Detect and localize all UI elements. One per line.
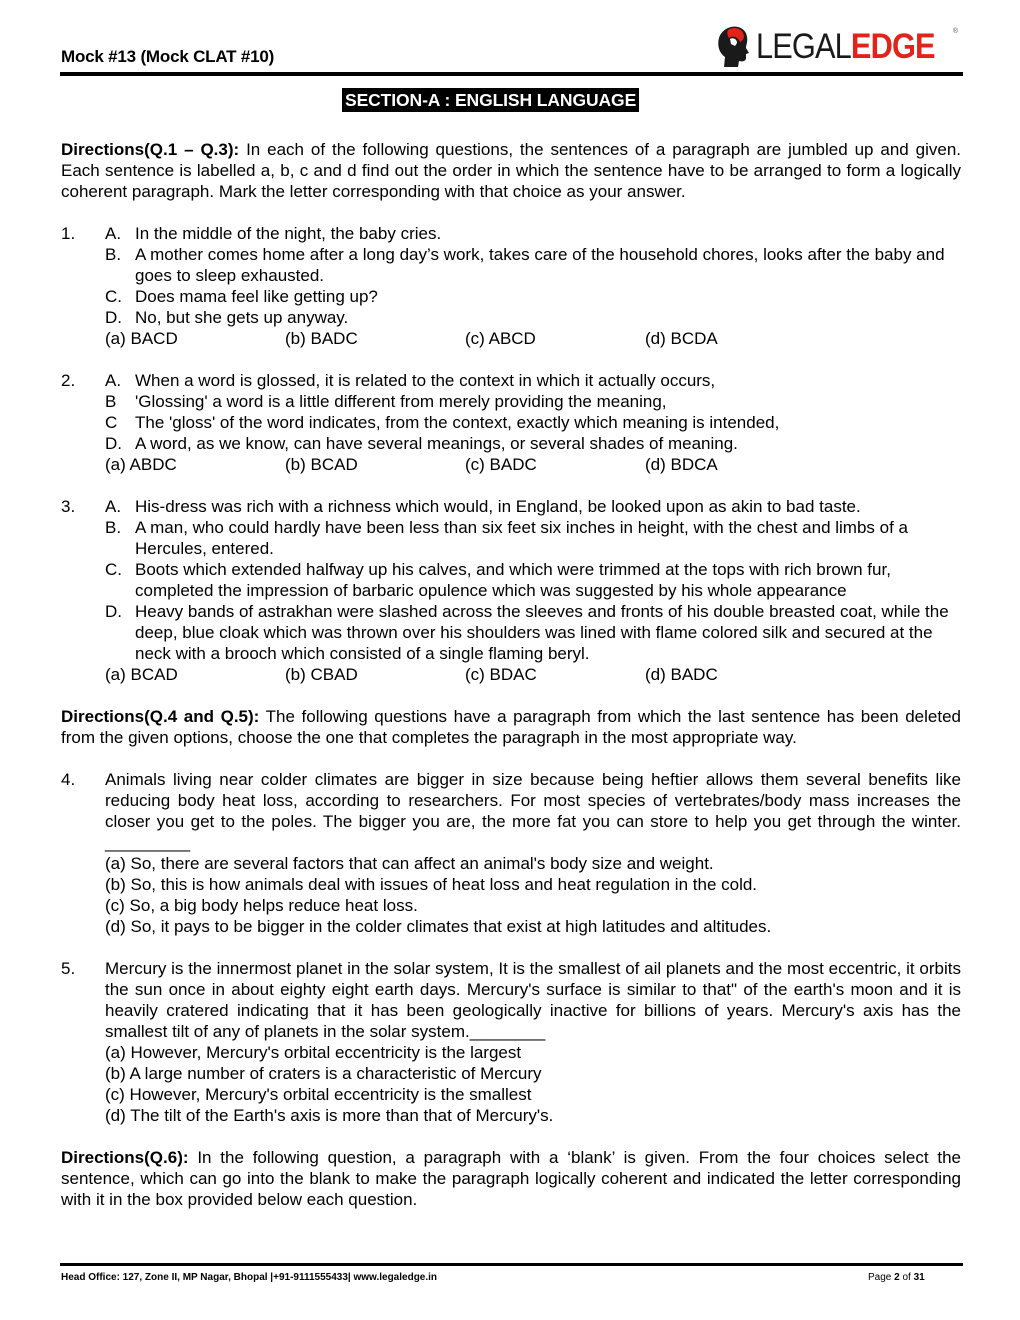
directions-label: Directions(Q.1 – Q.3): bbox=[61, 140, 240, 159]
statement-b: B 'Glossing' a word is a little different from merely providing the meaning, bbox=[105, 392, 667, 411]
legaledge-logo bbox=[716, 24, 966, 68]
question-3 bbox=[61, 496, 961, 685]
directions-text: In the following question, a paragraph with a ‘blank’ is given. From the four choices select the sentence, which can go into the blank to make the paragraph logically coherent and indicated the letter corresponding with it in the box provided below each question. bbox=[61, 1148, 961, 1209]
question-2 bbox=[61, 370, 961, 475]
statement-b: B. A man, who could hardly have been less than six feet six inches in height, with the chest and limbs of a Hercules, entered. bbox=[105, 518, 908, 558]
question-paragraph: Animals living near colder climates are bigger in size because being heftier allows them several benefits like reducing body heat loss, according to researchers. For most species of vertebrates/body mass increases the closer you get to the poles. The bigger you are, the more fat you can store to help you get through the winter. _________ bbox=[105, 770, 961, 852]
option-d: (d) BADC bbox=[645, 665, 718, 684]
statement-d: D. No, but she gets up anyway. bbox=[105, 308, 349, 327]
statement-a: A. When a word is glossed, it is related to the context in which it actually occurs, bbox=[105, 371, 716, 390]
option-d: (d) BCDA bbox=[645, 329, 718, 348]
header-rule bbox=[60, 72, 963, 76]
statement-d: D. Heavy bands of astrakhan were slashed across the sleeves and fronts of his double breasted coat, while the deep, blue cloak which was thrown over his shoulders was lined with flame colored silk and secured at the neck with a brooch which consisted of a single flaming beryl. bbox=[105, 602, 949, 663]
option-d: (d) The tilt of the Earth's axis is more than that of Mercury's. bbox=[105, 1106, 554, 1125]
section-heading: SECTION-A : ENGLISH LANGUAGE bbox=[342, 88, 639, 112]
question-paragraph: Mercury is the innermost planet in the solar system, It is the smallest of ail planets and the most eccentric, it orbits the sun once in about eighty eight earth days. Mercury's surface is similar to that" of the earth's moon and it is heavily cratered indicating that it has been geologically inactive for billions of years. Mercury's axis has the smallest tilt of any of planets in the solar system.________ bbox=[105, 959, 961, 1041]
answer-options bbox=[105, 664, 961, 685]
option-b: (b) So, this is how animals deal with issues of heat loss and heat regulation in the cold. bbox=[105, 875, 758, 894]
question-4 bbox=[61, 769, 961, 937]
registered-mark: ® bbox=[952, 28, 958, 35]
directions-q6 bbox=[61, 1147, 961, 1210]
directions-q4-q5 bbox=[61, 706, 961, 748]
page-number: Page 2 of 31 bbox=[868, 1272, 925, 1283]
question-number: 2. bbox=[61, 371, 76, 390]
statement-c: C. Does mama feel like getting up? bbox=[105, 287, 378, 306]
option-a: (a) BCAD bbox=[105, 665, 178, 684]
option-a: (a) BACD bbox=[105, 329, 178, 348]
option-c: (c) BADC bbox=[465, 455, 537, 474]
question-number: 4. bbox=[61, 770, 76, 789]
option-b: (b) A large number of craters is a characteristic of Mercury bbox=[105, 1064, 542, 1083]
answer-options bbox=[105, 454, 961, 475]
statement-d: D. A word, as we know, can have several meanings, or several shades of meaning. bbox=[105, 434, 738, 453]
question-1 bbox=[61, 223, 961, 349]
option-b: (b) BCAD bbox=[285, 455, 358, 474]
statement-b: B. A mother comes home after a long day’s work, takes care of the household chores, looks after the baby and goes to sleep exhausted. bbox=[105, 245, 945, 285]
mock-title: Mock #13 (Mock CLAT #10) bbox=[61, 47, 275, 66]
answer-options bbox=[105, 328, 961, 349]
option-a: (a) However, Mercury's orbital eccentricity is the largest bbox=[105, 1043, 522, 1062]
footer-office-info: Head Office: 127, Zone II, MP Nagar, Bhopal |+91-9111555433| www.legaledge.in bbox=[61, 1272, 438, 1283]
directions-q1-q3 bbox=[61, 139, 961, 202]
option-a: (a) So, there are several factors that can affect an animal's body size and weight. bbox=[105, 854, 714, 873]
statement-a: A. In the middle of the night, the baby cries. bbox=[105, 224, 442, 243]
statement-c: C. Boots which extended halfway up his calves, and which were trimmed at the tops with rich brown fur, completed the impression of barbaric opulence which was suggested by his whole appearance bbox=[105, 560, 891, 600]
directions-label: Directions(Q.6): bbox=[61, 1148, 189, 1167]
directions-text: In each of the following questions, the sentences of a paragraph are jumbled up and given. Each sentence is labelled a, b, c and d find out the order in which the sentence have to be arranged to form a logically coherent paragraph. Mark the letter corresponding with that choice as your answer. bbox=[61, 140, 961, 201]
question-5 bbox=[61, 958, 961, 1126]
logo-wordmark: LEGALEDGE bbox=[756, 26, 935, 66]
question-number: 1. bbox=[61, 224, 76, 243]
head-silhouette-icon bbox=[716, 25, 750, 67]
question-number: 3. bbox=[61, 497, 76, 516]
option-c: (c) BDAC bbox=[465, 665, 537, 684]
option-a: (a) ABDC bbox=[105, 455, 177, 474]
statement-a: A. His-dress was rich with a richness which would, in England, be looked upon as akin to bad taste. bbox=[105, 497, 861, 516]
option-d: (d) BDCA bbox=[645, 455, 718, 474]
option-b: (b) BADC bbox=[285, 329, 358, 348]
option-b: (b) CBAD bbox=[285, 665, 358, 684]
question-number: 5. bbox=[61, 959, 76, 978]
directions-label: Directions(Q.4 and Q.5): bbox=[61, 707, 260, 726]
option-c: (c) However, Mercury's orbital eccentricity is the smallest bbox=[105, 1085, 532, 1104]
option-c: (c) ABCD bbox=[465, 329, 536, 348]
option-d: (d) So, it pays to be bigger in the colder climates that exist at high latitudes and altitudes. bbox=[105, 917, 772, 936]
directions-text: The following questions have a paragraph from which the last sentence has been deleted from the given options, choose the one that completes the paragraph in the most appropriate way. bbox=[61, 707, 961, 747]
option-c: (c) So, a big body helps reduce heat loss. bbox=[105, 896, 418, 915]
document-body bbox=[61, 139, 961, 1210]
footer-rule bbox=[60, 1263, 963, 1266]
statement-c: C The 'gloss' of the word indicates, from the context, exactly which meaning is intended, bbox=[105, 413, 780, 432]
